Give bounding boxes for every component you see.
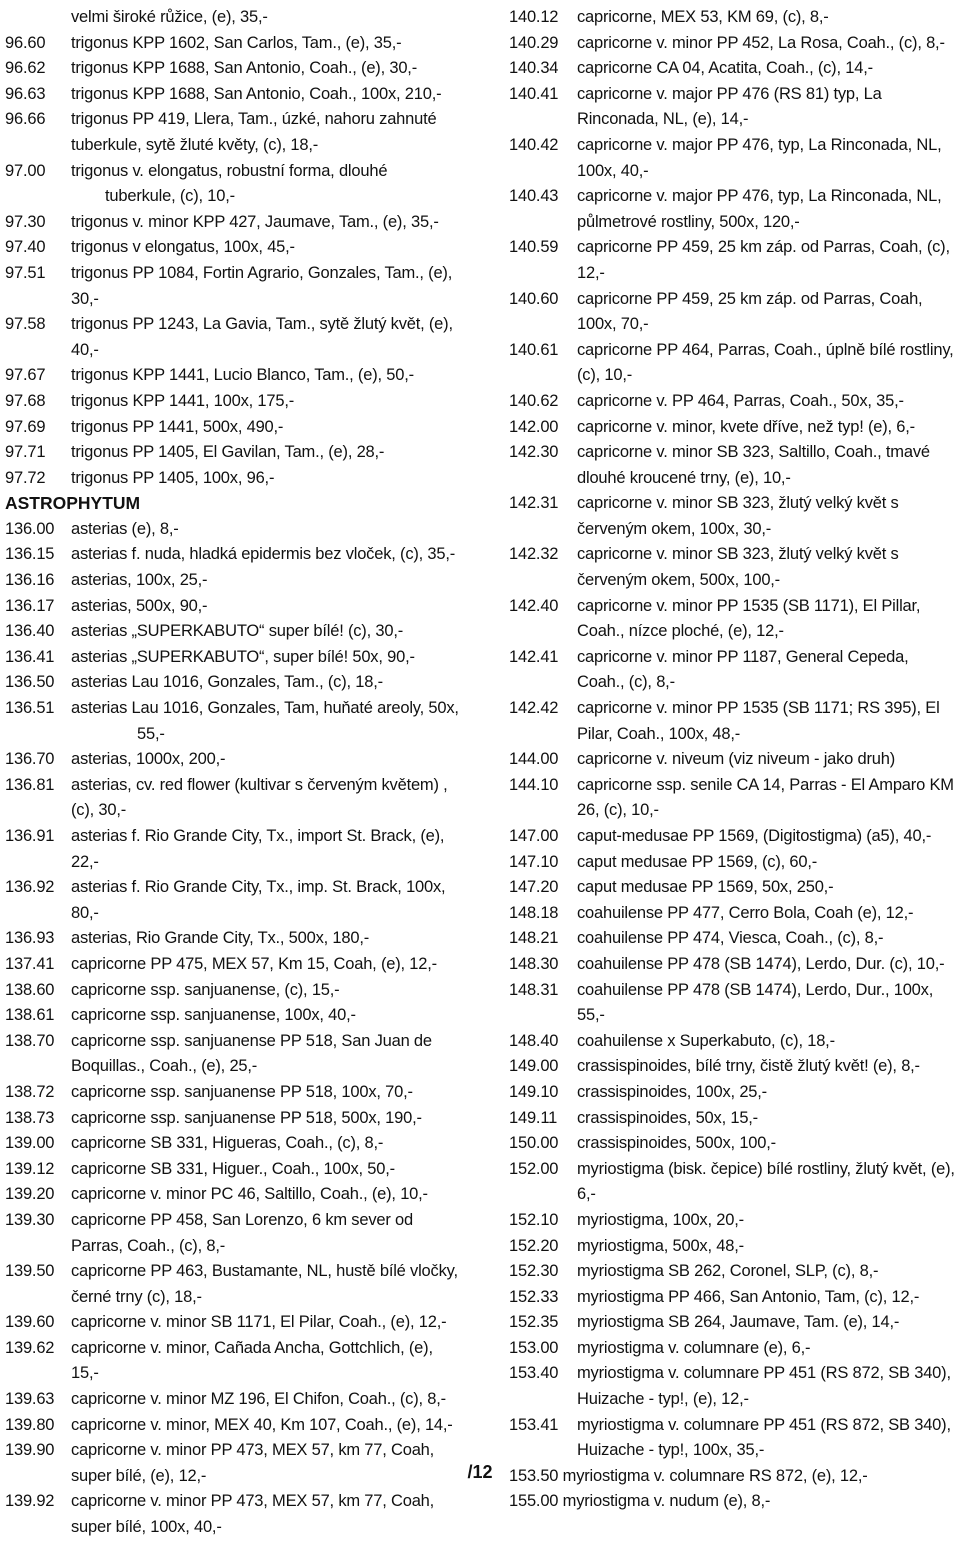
entry-text: capricorne v. minor SB 323, Saltillo, Coah., tmavé dlouhé kroucené trny, (e), 10,-	[577, 443, 930, 487]
entry-text: capricorne v. minor PP 473, MEX 57, km 77, Coah, super bílé, 100x, 40,-	[71, 1492, 435, 1537]
entry-text: capricorne v. minor PP 473, MEX 57, km 77, Coah, super bílé, (e), 12,-	[71, 1441, 435, 1485]
entry-code: 136.93	[5, 929, 55, 948]
entry-text: myriostigma (bisk. čepice) bílé rostliny, žlutý květ, (e), 6,-	[577, 1159, 955, 1204]
entry-code: 148.40	[509, 1031, 559, 1050]
catalog-entry	[5, 235, 463, 261]
entry-text: capricorne PP 463, Bustamante, NL, hustě bílé vločky, černé trny (c), 18,-	[71, 1262, 458, 1306]
entry-text: myriostigma, 500x, 48,-	[577, 1236, 744, 1255]
entry-text: myriostigma, 100x, 20,-	[577, 1210, 744, 1229]
entry-code: 139.80	[5, 1415, 55, 1434]
entry-text: coahuilense PP 478 (SB 1474), Lerdo, Dur. (c), 10,-	[577, 954, 945, 973]
catalog-entry	[509, 1310, 956, 1336]
entry-text: capricorne PP 459, 25 km záp. od Parras, Coah, 100x, 70,-	[577, 289, 923, 334]
entry-text: capricorne v. minor, Cañada Ancha, Gottchlich, (e), 15,-	[71, 1338, 433, 1383]
entry-code: 139.20	[5, 1185, 55, 1204]
entry-code: 142.42	[509, 699, 559, 718]
entry-text: asterias, 500x, 90,-	[71, 596, 208, 615]
catalog-entry	[5, 261, 463, 312]
entry-code: 140.12	[509, 8, 559, 26]
entry-text: capricorne ssp. senile CA 14, Parras - El Amparo KM 26, (c), 10,-	[577, 775, 954, 820]
entry-code: 136.17	[5, 596, 55, 615]
entry-text: capricorne PP 458, San Lorenzo, 6 km sever od Parras, Coah., (c), 8,-	[71, 1210, 413, 1255]
entry-code: 138.72	[5, 1082, 55, 1101]
entry-code: 139.30	[5, 1210, 55, 1229]
catalog-entry	[509, 1157, 956, 1208]
entry-text: capricorne SB 331, Higueras, Coah., (c), 8,-	[71, 1134, 384, 1153]
entry-text: capricorne v. minor SB 323, žlutý velký květ s červeným okem, 500x, 100,-	[577, 545, 899, 590]
entry-code: 97.51	[5, 263, 46, 282]
catalog-entry	[509, 1080, 956, 1106]
entry-code: 137.41	[5, 954, 55, 973]
catalog-entry	[509, 542, 956, 593]
entry-code: 136.91	[5, 827, 55, 845]
entry-code: 138.73	[5, 1108, 55, 1127]
entry-text: capricorne v. minor, MEX 40, Km 107, Coah., (e), 14,-	[71, 1415, 453, 1434]
entry-text: myriostigma v. columnare (e), 6,-	[577, 1338, 811, 1357]
catalog-entry	[5, 875, 463, 926]
entry-text: trigonus v. elongatus, robustní forma, dlouhé	[71, 161, 388, 180]
entry-text: caput-medusae PP 1569, (Digitostigma) (a5), 40,-	[577, 827, 932, 845]
entry-text: coahuilense PP 477, Cerro Bola, Coah (e), 12,-	[577, 903, 914, 922]
entry-text: capricorne v. major PP 476 (RS 81) typ, La Rinconada, NL, (e), 14,-	[577, 84, 882, 129]
entry-code: 149.00	[509, 1057, 559, 1076]
entry-text: asterias f. nuda, hladká epidermis bez vloček, (c), 35,-	[71, 545, 456, 564]
catalog-entry	[5, 1029, 463, 1080]
section-heading: ASTROPHYTUM	[5, 493, 141, 514]
catalog-entry	[5, 1003, 463, 1029]
entry-text: trigonus PP 1441, 500x, 490,-	[71, 417, 284, 436]
entry-text: asterias, 1000x, 200,-	[71, 750, 226, 769]
entry-code: 136.81	[5, 775, 55, 794]
entry-code: 152.10	[509, 1210, 559, 1229]
entry-text: trigonus v. minor KPP 427, Jaumave, Tam., (e), 35,-	[71, 212, 439, 231]
catalog-entry	[509, 1234, 956, 1260]
entry-text: capricorne v. major PP 476, typ, La Rinconada, NL, 100x, 40,-	[577, 135, 942, 180]
entry-text: capricorne v. minor MZ 196, El Chifon, Coah., (c), 8,-	[71, 1390, 446, 1409]
entry-text: asterias, Rio Grande City, Tx., 500x, 180,-	[71, 929, 370, 948]
entry-code: 139.50	[5, 1262, 55, 1281]
entry-text: capricorne v. minor PP 1535 (SB 1171; RS 395), El Pilar, Coah., 100x, 48,-	[577, 699, 940, 743]
entry-code: 142.00	[509, 417, 559, 436]
catalog-entry	[5, 159, 463, 185]
entry-text: capricorne ssp. sanjuanense, 100x, 40,-	[71, 1006, 356, 1025]
catalog-entry	[5, 363, 463, 389]
entry-code: 140.34	[509, 59, 559, 78]
entry-text: capricorne PP 475, MEX 57, Km 15, Coah, (e), 12,-	[71, 954, 437, 973]
entry-text: asterias, 100x, 25,-	[71, 571, 208, 590]
entry-code: 144.00	[509, 750, 559, 769]
entry-code: 138.60	[5, 980, 55, 999]
catalog-entry	[5, 1259, 463, 1310]
left-column	[5, 5, 463, 1541]
entry-text: 153.50 myriostigma v. columnare RS 872, (e), 12,-	[509, 1466, 868, 1485]
entry-text: capricorne v. minor PP 1187, General Cepeda, Coah., (c), 8,-	[577, 647, 909, 692]
entry-code: 97.30	[5, 212, 46, 231]
entry-text: capricorne ssp. sanjuanense PP 518, 500x, 190,-	[71, 1108, 422, 1127]
entry-code: 97.72	[5, 468, 46, 487]
entry-code: 139.60	[5, 1313, 55, 1332]
catalog-entry	[5, 696, 463, 747]
catalog-entry	[5, 568, 463, 594]
entry-code: 152.35	[509, 1313, 559, 1332]
entry-code: 142.32	[509, 545, 559, 564]
entry-code: 152.33	[509, 1287, 559, 1306]
entry-text: capricorne PP 464, Parras, Coah., úplně bílé rostliny, (c), 10,-	[577, 340, 954, 385]
entry-code: 144.10	[509, 775, 559, 794]
catalog-entry	[509, 1208, 956, 1234]
entry-text: myriostigma v. columnare PP 451 (RS 872, SB 340), Huizache - typ!, (e), 12,-	[577, 1364, 951, 1409]
entry-code: 140.42	[509, 135, 559, 154]
entry-text: asterias Lau 1016, Gonzales, Tam, huňaté areoly, 50x, 55,-	[71, 699, 459, 743]
entry-code: 149.11	[509, 1108, 558, 1127]
entry-code: 148.21	[509, 929, 559, 948]
entry-text: capricorne v. minor SB 1171, El Pilar, Coah., (e), 12,-	[71, 1313, 447, 1332]
entry-text: trigonus PP 1243, La Gavia, Tam., sytě žlutý květ, (e), 40,-	[71, 315, 453, 359]
catalog-entry	[5, 56, 463, 82]
catalog-entry	[509, 440, 956, 491]
entry-text: trigonus PP 1084, Fortin Agrario, Gonzales, Tam., (e), 30,-	[71, 263, 453, 308]
entry-code: 140.29	[509, 33, 559, 52]
entry-code: 139.90	[5, 1441, 55, 1460]
entry-text: tuberkule, (c), 10,-	[105, 187, 235, 206]
entry-code: 140.62	[509, 391, 559, 410]
catalog-entry	[509, 645, 956, 696]
entry-code: 150.00	[509, 1134, 559, 1153]
entry-text: trigonus KPP 1602, San Carlos, Tam., (e), 35,-	[71, 33, 402, 52]
entry-text: capricorne, MEX 53, KM 69, (c), 8,-	[577, 8, 829, 26]
entry-code: 138.61	[5, 1006, 55, 1025]
entry-code: 136.00	[5, 519, 55, 538]
catalog-entry	[5, 210, 463, 236]
catalog-entry	[509, 56, 956, 82]
entry-code: 152.00	[509, 1159, 559, 1178]
entry-text: capricorne v. minor PP 1535 (SB 1171), El Pillar, Coah., nízce ploché, (e), 12,-	[577, 596, 921, 641]
entry-text: capricorne CA 04, Acatita, Coah., (c), 14,-	[577, 59, 873, 78]
catalog-entry	[5, 1387, 463, 1413]
catalog-entry	[509, 1259, 956, 1285]
entry-code: 153.40	[509, 1364, 559, 1383]
catalog-entry	[509, 235, 956, 286]
entry-text: velmi široké růžice, (e), 35,-	[71, 8, 268, 26]
entry-code: 149.10	[509, 1082, 559, 1101]
entry-code: 147.20	[509, 878, 559, 897]
catalog-entry	[5, 978, 463, 1004]
catalog-entry	[5, 312, 463, 363]
entry-code: 96.62	[5, 59, 46, 78]
catalog-entry	[509, 1361, 956, 1412]
entry-code: 97.67	[5, 366, 46, 385]
catalog-entry	[509, 287, 956, 338]
catalog-entry	[5, 1413, 463, 1439]
catalog-entry	[5, 31, 463, 57]
entry-text: capricorne ssp. sanjuanense PP 518, San Juan de Boquillas., Coah., (e), 25,-	[71, 1031, 432, 1076]
catalog-entry	[5, 440, 463, 466]
entry-code: 140.60	[509, 289, 559, 308]
catalog-entry	[5, 1182, 463, 1208]
entry-code: 97.69	[5, 417, 46, 436]
catalog-entry	[509, 952, 956, 978]
catalog-entry	[509, 1131, 956, 1157]
entry-text: myriostigma PP 466, San Antonio, Tam, (c), 12,-	[577, 1287, 920, 1306]
catalog-entry	[509, 978, 956, 1029]
catalog-entry	[509, 1285, 956, 1311]
catalog-entry	[5, 1106, 463, 1132]
catalog-entry	[509, 1029, 956, 1055]
entry-text: crassispinoides, bílé trny, čistě žlutý květ! (e), 8,-	[577, 1057, 920, 1076]
catalog-entry	[5, 824, 463, 875]
entry-text: trigonus PP 419, Llera, Tam., úzké, nahoru zahnuté tuberkule, sytě žluté květy, (c), 18,-	[71, 110, 437, 154]
catalog-entry	[509, 875, 956, 901]
entry-text: asterias Lau 1016, Gonzales, Tam., (c), 18,-	[71, 673, 383, 692]
entry-code: 142.40	[509, 596, 559, 615]
catalog-entry	[509, 747, 956, 773]
entry-text: capricorne v. minor PP 452, La Rosa, Coah., (c), 8,-	[577, 33, 945, 52]
right-column	[509, 5, 956, 1515]
entry-text: asterias „SUPERKABUTO“, super bílé! 50x, 90,-	[71, 647, 415, 666]
entry-code: 139.92	[5, 1492, 55, 1511]
entry-code: 97.58	[5, 315, 46, 334]
entry-code: 139.63	[5, 1390, 55, 1409]
catalog-entry	[509, 1336, 956, 1362]
entry-text: asterias, cv. red flower (kultivar s červeným květem) , (c), 30,-	[71, 775, 448, 820]
catalog-entry	[509, 594, 956, 645]
catalog-entry	[509, 389, 956, 415]
catalog-entry	[5, 594, 463, 620]
entry-text: capricorne v. minor PC 46, Saltillo, Coah., (e), 10,-	[71, 1185, 428, 1204]
entry-code: 140.41	[509, 84, 559, 103]
entry-code: 148.18	[509, 903, 559, 922]
entry-code: 136.41	[5, 647, 55, 666]
catalog-entry	[5, 619, 463, 645]
entry-code: 148.31	[509, 980, 559, 999]
entry-text: trigonus KPP 1441, Lucio Blanco, Tam., (e), 50,-	[71, 366, 414, 385]
catalog-entry	[5, 1131, 463, 1157]
catalog-entry	[509, 824, 956, 850]
entry-code: 136.92	[5, 878, 55, 897]
entry-text: caput medusae PP 1569, 50x, 250,-	[577, 878, 834, 897]
entry-code: 97.40	[5, 238, 46, 257]
entry-code: 142.31	[509, 494, 559, 513]
catalog-entry	[5, 952, 463, 978]
catalog-entry	[509, 926, 956, 952]
entry-code: 142.30	[509, 443, 559, 462]
entry-code: 140.59	[509, 238, 559, 257]
entry-code: 136.15	[5, 545, 55, 564]
catalog-entry	[509, 1489, 956, 1515]
entry-text: asterias f. Rio Grande City, Tx., imp. St. Brack, 100x, 80,-	[71, 878, 446, 922]
catalog-entry	[509, 133, 956, 184]
entry-code: 139.12	[5, 1159, 55, 1178]
catalog-entry	[509, 1106, 956, 1132]
entry-code: 96.63	[5, 84, 46, 103]
entry-code: 96.66	[5, 110, 46, 129]
entry-code: 139.00	[5, 1134, 55, 1153]
entry-text: myriostigma v. columnare PP 451 (RS 872, SB 340), Huizache - typ!, 100x, 35,-	[577, 1415, 951, 1460]
entry-text: capricorne ssp. sanjuanense, (c), 15,-	[71, 980, 340, 999]
entry-code: 138.70	[5, 1031, 55, 1050]
entry-text: coahuilense PP 478 (SB 1474), Lerdo, Dur., 100x, 55,-	[577, 980, 934, 1025]
catalog-entry	[5, 466, 463, 492]
entry-code: 147.10	[509, 852, 559, 871]
catalog-entry	[5, 645, 463, 671]
entry-text: capricorne v. niveum (viz niveum - jako druh)	[577, 750, 896, 769]
entry-text: coahuilense x Superkabuto, (c), 18,-	[577, 1031, 835, 1050]
entry-text: capricorne v. PP 464, Parras, Coah., 50x, 35,-	[577, 391, 904, 410]
catalog-entry	[5, 1080, 463, 1106]
entry-text: crassispinoides, 50x, 15,-	[577, 1108, 758, 1127]
entry-text: capricorne SB 331, Higuer., Coah., 100x, 50,-	[71, 1159, 395, 1178]
catalog-entry	[509, 850, 956, 876]
entry-text: capricorne v. major PP 476, typ, La Rinconada, NL, půlmetrové rostliny, 500x, 120,-	[577, 187, 942, 231]
catalog-entry	[5, 1336, 463, 1387]
catalog-entry	[509, 82, 956, 133]
entry-text: trigonus KPP 1441, 100x, 175,-	[71, 391, 295, 410]
catalog-entry	[5, 773, 463, 824]
catalog-entry	[509, 338, 956, 389]
catalog-entry	[5, 1310, 463, 1336]
catalog-entry	[509, 31, 956, 57]
catalog-entry	[509, 184, 956, 235]
catalog-entry	[5, 517, 463, 543]
catalog-entry	[5, 389, 463, 415]
entry-text: trigonus KPP 1688, San Antonio, Coah., (e), 30,-	[71, 59, 417, 78]
catalog-entry	[5, 670, 463, 696]
catalog-entry	[5, 82, 463, 108]
entry-text: asterias f. Rio Grande City, Tx., import St. Brack, (e), 22,-	[71, 827, 445, 871]
entry-code: 147.00	[509, 827, 559, 845]
entry-code: 142.41	[509, 647, 559, 666]
entry-code: 139.62	[5, 1338, 55, 1357]
catalog-entry	[509, 491, 956, 542]
entry-code: 136.16	[5, 571, 55, 590]
entry-code: 136.40	[5, 622, 55, 641]
entry-text: myriostigma SB 262, Coronel, SLP, (c), 8,-	[577, 1262, 879, 1281]
entry-code: 96.60	[5, 33, 46, 52]
entry-text: trigonus v elongatus, 100x, 45,-	[71, 238, 295, 257]
entry-code: 152.30	[509, 1262, 559, 1281]
entry-text: capricorne v. minor, kvete dříve, než typ! (e), 6,-	[577, 417, 915, 436]
entry-code: 97.68	[5, 391, 46, 410]
entry-text: trigonus PP 1405, 100x, 96,-	[71, 468, 275, 487]
page-number: /12	[467, 1462, 493, 1482]
entry-text: 155.00 myriostigma v. nudum (e), 8,-	[509, 1492, 771, 1511]
catalog-entry	[509, 1413, 956, 1464]
entry-code: 140.43	[509, 187, 559, 206]
catalog-entry	[5, 1157, 463, 1183]
entry-text: crassispinoides, 100x, 25,-	[577, 1082, 767, 1101]
entry-text: coahuilense PP 474, Viesca, Coah., (c), 8,-	[577, 929, 884, 948]
catalog-entry	[509, 1054, 956, 1080]
entry-code: 152.20	[509, 1236, 559, 1255]
entry-code: 136.70	[5, 750, 55, 769]
entry-code: 97.00	[5, 161, 46, 180]
catalog-entry	[5, 415, 463, 441]
catalog-entry	[509, 901, 956, 927]
catalog-entry	[509, 5, 956, 31]
catalog-entry	[5, 1489, 463, 1540]
entry-text: capricorne ssp. sanjuanense PP 518, 100x, 70,-	[71, 1082, 413, 1101]
entry-text: trigonus KPP 1688, San Antonio, Coah., 100x, 210,-	[71, 84, 442, 103]
entry-text: myriostigma SB 264, Jaumave, Tam. (e), 14,-	[577, 1313, 900, 1332]
entry-code: 153.00	[509, 1338, 559, 1357]
catalog-entry	[5, 926, 463, 952]
entry-text: crassispinoides, 500x, 100,-	[577, 1134, 776, 1153]
entry-code: 136.50	[5, 673, 55, 692]
catalog-entry	[5, 107, 463, 158]
entry-code: 148.30	[509, 954, 559, 973]
entry-text: asterias „SUPERKABUTO“ super bílé! (c), 30,-	[71, 622, 403, 641]
catalog-entry	[5, 747, 463, 773]
entry-text: caput medusae PP 1569, (c), 60,-	[577, 852, 818, 871]
entry-code: 97.71	[5, 443, 46, 462]
entry-text: capricorne PP 459, 25 km záp. od Parras, Coah, (c), 12,-	[577, 238, 950, 282]
catalog-entry	[509, 415, 956, 441]
entry-text: trigonus PP 1405, El Gavilan, Tam., (e), 28,-	[71, 443, 385, 462]
entry-text: capricorne v. minor SB 323, žlutý velký květ s červeným okem, 100x, 30,-	[577, 494, 899, 538]
entry-code: 136.51	[5, 699, 55, 718]
catalog-entry	[5, 1208, 463, 1259]
catalog-entry	[509, 696, 956, 747]
catalog-entry	[5, 542, 463, 568]
entry-code: 153.41	[509, 1415, 559, 1434]
catalog-entry	[5, 5, 463, 31]
entry-code: 140.61	[509, 340, 559, 359]
catalog-entry-continuation	[5, 184, 463, 210]
catalog-entry	[509, 773, 956, 824]
entry-text: asterias (e), 8,-	[71, 519, 179, 538]
